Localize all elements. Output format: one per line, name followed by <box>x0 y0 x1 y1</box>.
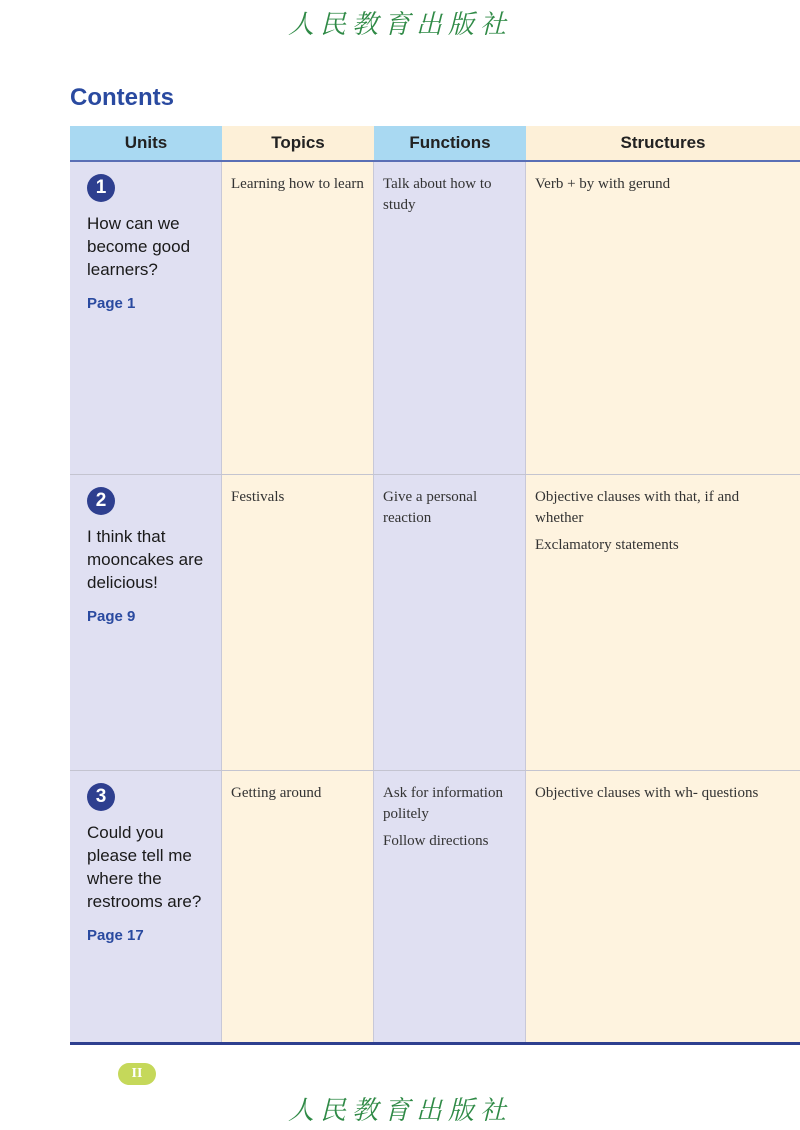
table-header-row <box>70 126 800 160</box>
unit-page-link[interactable]: Page 1 <box>87 295 136 312</box>
unit-page-link[interactable]: Page 9 <box>87 608 136 625</box>
unit-title: How can we become good learners? <box>87 214 191 279</box>
function-item: Give a personal reaction <box>383 489 478 526</box>
structure-item: Objective clauses with that, if and whether <box>535 489 740 526</box>
contents-table <box>70 126 800 1045</box>
unit-number-badge: 3 <box>87 783 115 811</box>
topic-item: Festivals <box>231 489 285 505</box>
structures-cell <box>526 771 800 1045</box>
topic-item: Getting around <box>231 785 322 801</box>
topic-item: Learning how to learn <box>231 176 364 192</box>
page-number-badge: II <box>118 1063 156 1085</box>
function-item: Talk about how to study <box>383 176 492 213</box>
table-row <box>70 162 800 475</box>
unit-cell <box>70 162 222 474</box>
topics-cell <box>222 475 374 770</box>
unit-title: Could you please tell me where the restrooms are? <box>87 823 202 911</box>
unit-number-badge: 2 <box>87 487 115 515</box>
publisher-logo-bottom: 人民教育出版社 <box>287 1096 512 1126</box>
structures-cell <box>526 475 800 770</box>
structure-item: Objective clauses with wh- questions <box>535 785 759 801</box>
unit-cell <box>70 771 222 1045</box>
function-item: Follow directions <box>383 833 489 849</box>
unit-number-badge: 1 <box>87 174 115 202</box>
structure-item: Exclamatory statements <box>535 537 679 553</box>
header-functions: Functions <box>374 126 526 160</box>
table-row <box>70 475 800 771</box>
functions-cell <box>374 475 526 770</box>
structure-item: Verb + by with gerund <box>535 176 671 192</box>
publisher-logo-top: 人民教育出版社 <box>287 10 512 40</box>
structures-cell <box>526 162 800 474</box>
page-title: Contents <box>70 84 174 111</box>
unit-title: I think that mooncakes are delicious! <box>87 527 204 592</box>
header-topics: Topics <box>222 126 374 160</box>
header-structures: Structures <box>526 126 800 160</box>
topics-cell <box>222 771 374 1045</box>
topics-cell <box>222 162 374 474</box>
function-item: Ask for information politely <box>383 785 503 822</box>
functions-cell <box>374 771 526 1045</box>
unit-cell <box>70 475 222 770</box>
bottom-rule <box>70 1042 800 1045</box>
table-row <box>70 771 800 1045</box>
unit-page-link[interactable]: Page 17 <box>87 927 144 944</box>
header-units: Units <box>70 126 222 160</box>
functions-cell <box>374 162 526 474</box>
